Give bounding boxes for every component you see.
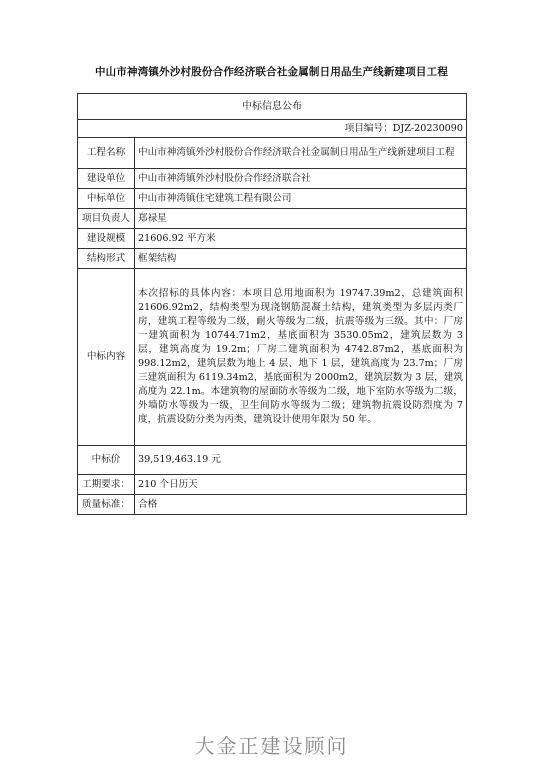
project-code: 项目编号：DJZ-20230090 [78, 120, 467, 138]
row-value-project-manager: 郑禄星 [135, 209, 467, 229]
table-row [78, 249, 467, 269]
table-header-row [78, 94, 467, 120]
table-row [78, 446, 467, 475]
row-label-award-price: 中标价 [78, 446, 135, 475]
row-value-duration: 210 个日历天 [135, 475, 467, 495]
row-value-winning-bidder: 中山市神湾镇住宅建筑工程有限公司 [135, 189, 467, 209]
row-label-project-name: 工程名称 [78, 138, 135, 169]
table-row [78, 269, 467, 446]
award-info-table [77, 93, 467, 515]
table-row [78, 209, 467, 229]
watermark: 大金正建设顾问 [194, 734, 349, 758]
row-label-duration: 工期要求： [78, 475, 135, 495]
document-title: 中山市神湾镇外沙村股份合作经济联合社金属制日用品生产线新建项目工程 [94, 66, 449, 78]
row-label-structure-type: 结构形式 [78, 249, 135, 269]
table-row [78, 169, 467, 189]
row-value-project-name: 中山市神湾镇外沙村股份合作经济联合社金属制日用品生产线新建项目工程 [135, 138, 467, 169]
table-row [78, 138, 467, 169]
row-value-award-content: 本次招标的具体内容：本项目总用地面积为 19747.39m2，总建筑面积 21606.92m2，结构类型为现浇钢筋混凝土结构，建筑类型为多层丙类厂房，建筑工程等级为二级，耐火等级为二级，抗震等级为三级。其中：厂房一建筑面积为 10744.71m2，基底面积为 3530.05m2，建筑层数为 3 层，建筑高度为 19.2m；厂房二建筑面积为 4742.87m2，基底面积为 998.12m2，建筑层数为地上 4 层、地下 1 层，建筑高度为 23.7m；厂房三建筑面积为 6119.34m2，基底面积为 2000m2，建筑层数为 3 层，建筑高度为 22.1m。本建筑物的屋面防水等级为二级，地下室防水等级为二级，外墙防水等级为一级，卫生间防水等级为二级；建筑物抗震设防烈度为 7 度，抗震设防分类为丙类，建筑设计使用年限为 50 年。 [135, 269, 467, 446]
row-value-award-price: 39,519,463.19 元 [135, 446, 467, 475]
table-row [78, 229, 467, 249]
table-row [78, 495, 467, 515]
table-row [78, 475, 467, 495]
project-code-row [78, 120, 467, 138]
row-label-project-manager: 项目负责人 [78, 209, 135, 229]
row-label-quality-standard: 质量标准： [78, 495, 135, 515]
row-value-structure-type: 框架结构 [135, 249, 467, 269]
row-label-construction-scale: 建设规模 [78, 229, 135, 249]
notice-header: 中标信息公布 [78, 94, 467, 120]
row-value-construction-unit: 中山市神湾镇外沙村股份合作经济联合社 [135, 169, 467, 189]
row-label-winning-bidder: 中标单位 [78, 189, 135, 209]
table-row [78, 189, 467, 209]
row-label-award-content: 中标内容 [78, 269, 135, 446]
row-value-construction-scale: 21606.92 平方米 [135, 229, 467, 249]
row-label-construction-unit: 建设单位 [78, 169, 135, 189]
row-value-quality-standard: 合格 [135, 495, 467, 515]
